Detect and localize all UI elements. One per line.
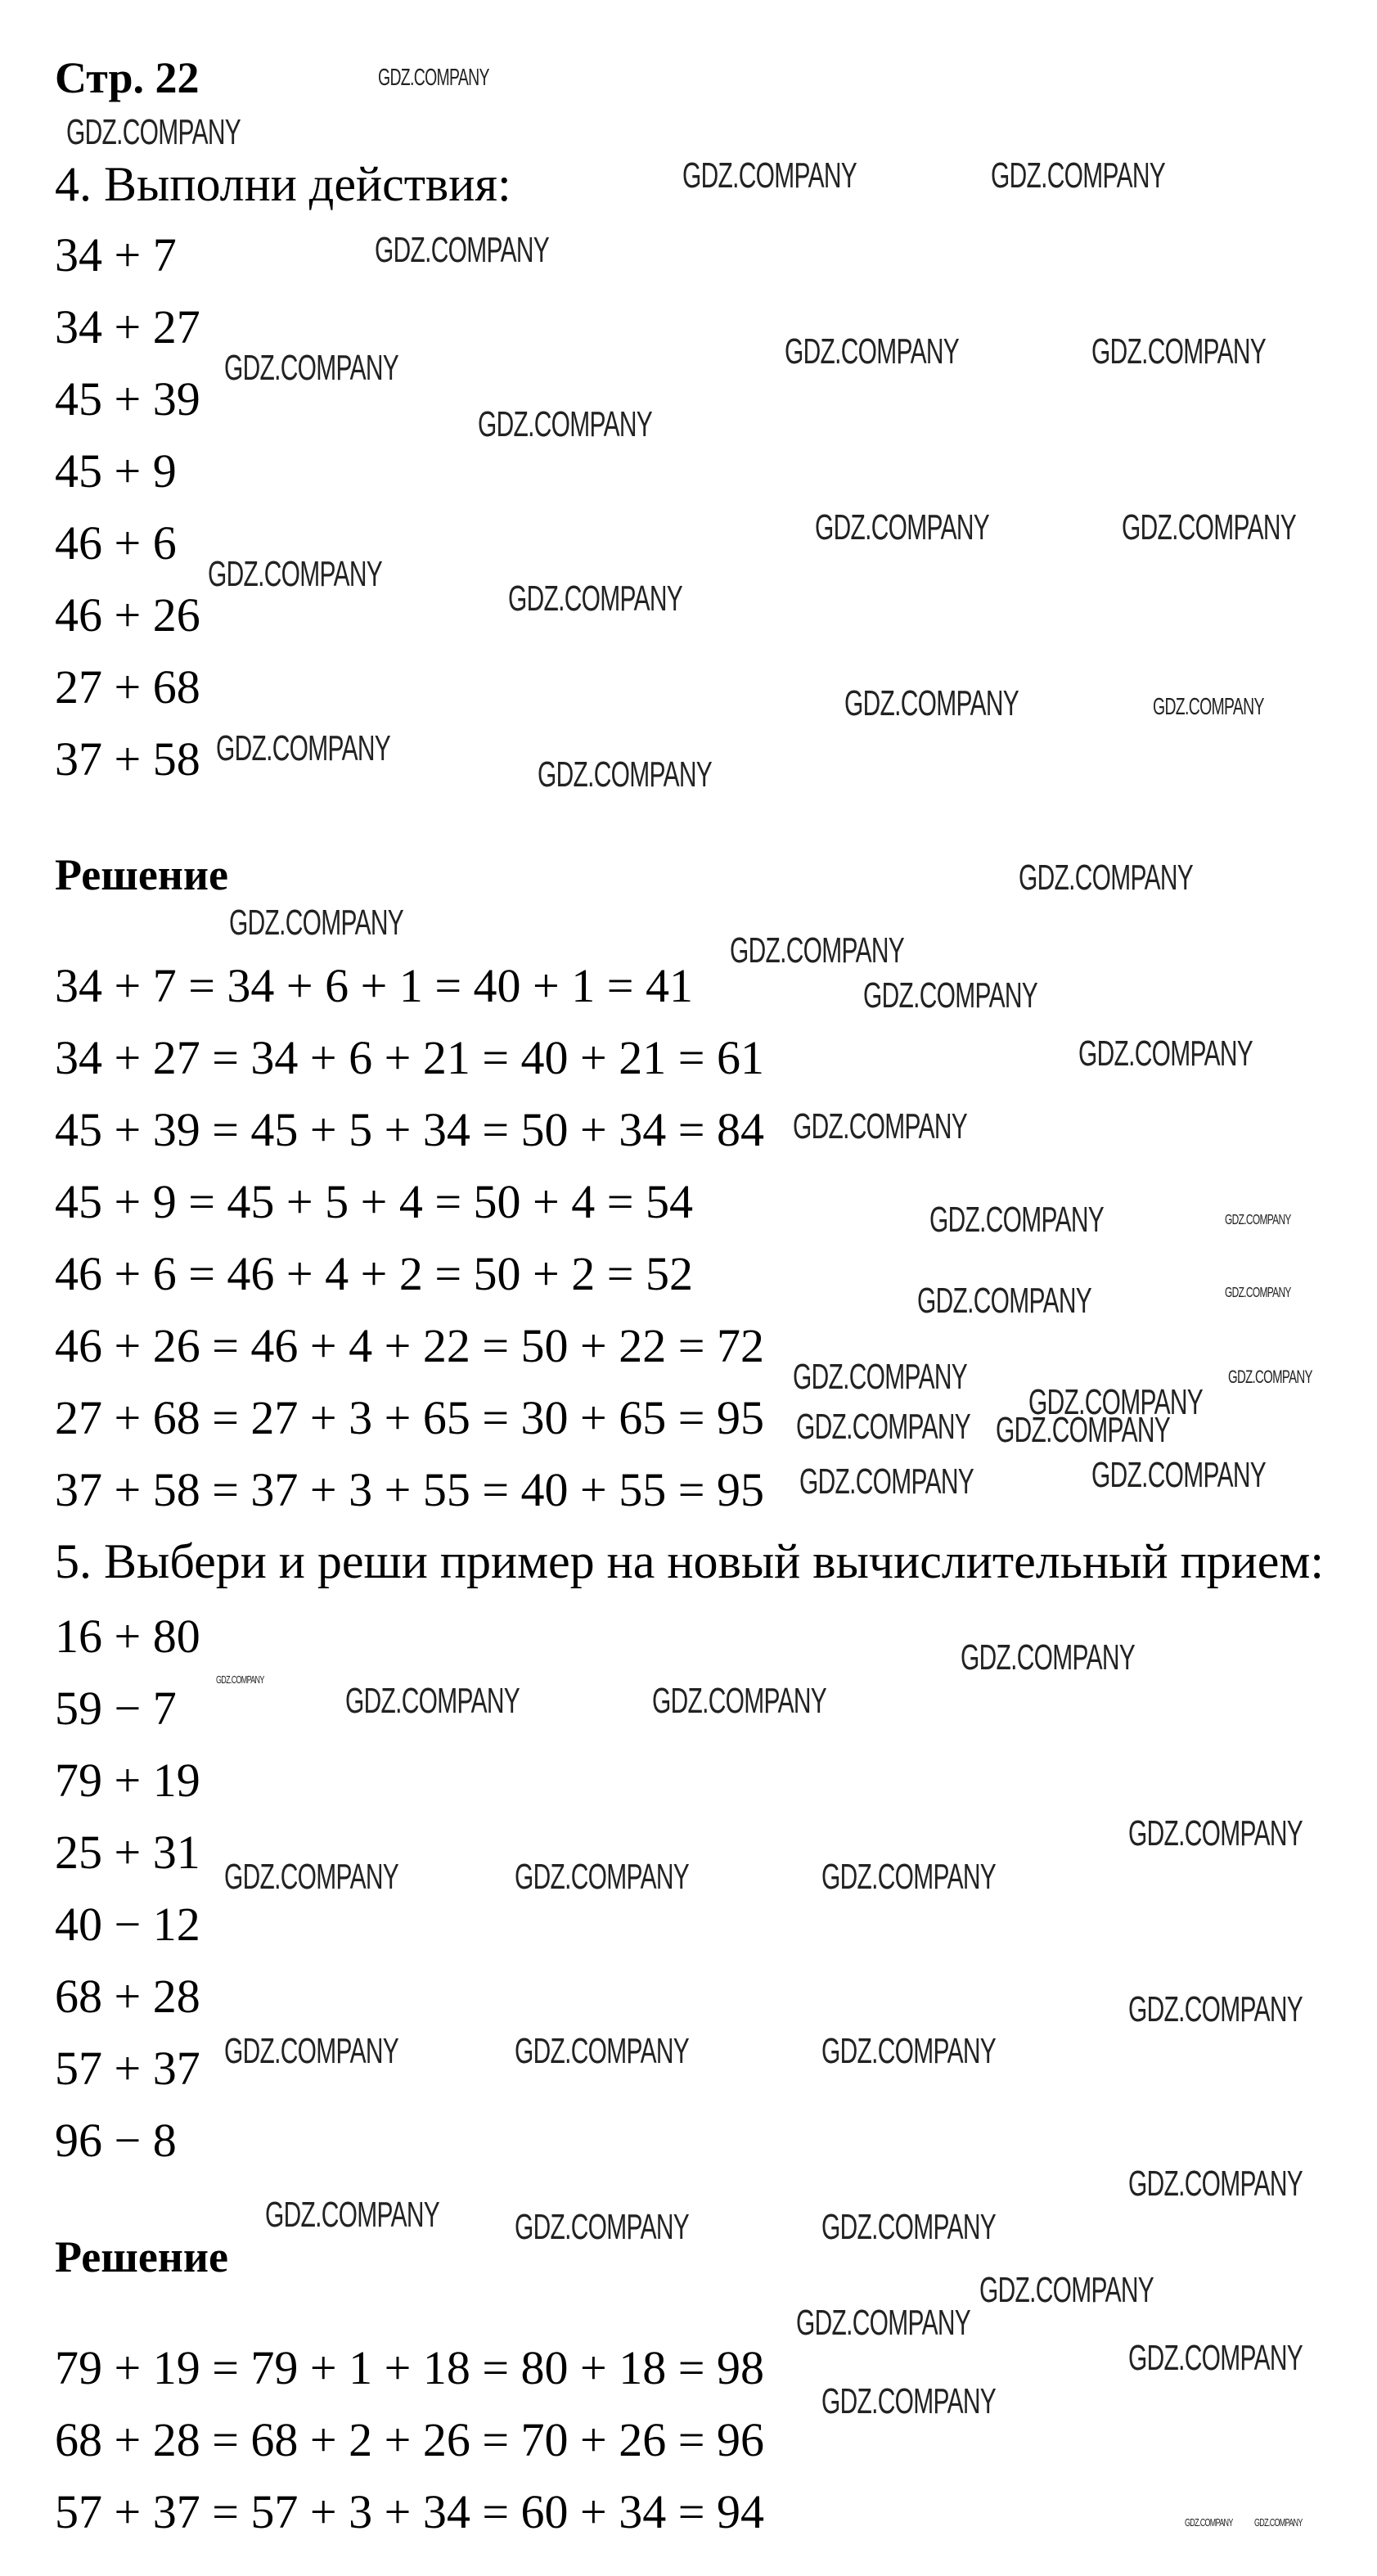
watermark-text: GDZ.COMPANY — [990, 155, 1165, 196]
watermark-text: GDZ.COMPANY — [1078, 1033, 1253, 1074]
watermark-text: GDZ.COMPANY — [1128, 1813, 1303, 1853]
watermark-text: GDZ.COMPANY — [995, 1410, 1170, 1451]
watermark-text: GDZ.COMPANY — [1224, 1284, 1291, 1300]
watermark-text: GDZ.COMPANY — [862, 975, 1037, 1016]
watermark-text: GDZ.COMPANY — [652, 1680, 827, 1721]
task4-examples — [55, 229, 200, 805]
example: 45 + 39 — [55, 372, 200, 426]
example: 46 + 6 — [55, 516, 177, 570]
example: 25 + 31 — [55, 1826, 200, 1879]
watermark-text: GDZ.COMPANY — [796, 1407, 971, 1448]
watermark-text: GDZ.COMPANY — [793, 1106, 968, 1146]
watermark-text: GDZ.COMPANY — [961, 1637, 1136, 1678]
page-title: Стр. 22 — [55, 53, 200, 102]
watermark-text: GDZ.COMPANY — [66, 112, 241, 153]
example: 59 − 7 — [55, 1682, 177, 1735]
solution-line: 46 + 26 = 46 + 4 + 22 = 50 + 22 = 72 — [55, 1319, 764, 1372]
example: 46 + 26 — [55, 588, 200, 642]
watermark-text: GDZ.COMPANY — [821, 2206, 996, 2247]
example: 79 + 19 — [55, 1754, 200, 1807]
watermark-text: GDZ.COMPANY — [821, 1856, 996, 1897]
watermark-text: GDZ.COMPANY — [799, 1461, 974, 1502]
watermark-text: GDZ.COMPANY — [1227, 1367, 1312, 1388]
watermark-text: GDZ.COMPANY — [514, 1856, 689, 1897]
example: 27 + 68 — [55, 660, 200, 714]
watermark-text: GDZ.COMPANY — [478, 404, 653, 445]
watermark-text: GDZ.COMPANY — [1091, 331, 1267, 372]
watermark-text: GDZ.COMPANY — [514, 2030, 689, 2071]
watermark-text: GDZ.COMPANY — [979, 2269, 1154, 2310]
watermark-text: GDZ.COMPANY — [375, 230, 550, 271]
watermark-text: GDZ.COMPANY — [223, 2030, 398, 2071]
watermark-text: GDZ.COMPANY — [1128, 2163, 1303, 2204]
watermark-text: GDZ.COMPANY — [785, 331, 960, 372]
solution-line: 68 + 28 = 68 + 2 + 26 = 70 + 26 = 96 — [55, 2413, 764, 2466]
example: 34 + 27 — [55, 300, 200, 354]
watermark-text: GDZ.COMPANY — [538, 754, 713, 795]
example: 16 + 80 — [55, 1610, 200, 1663]
solution-line: 34 + 7 = 34 + 6 + 1 = 40 + 1 = 41 — [55, 959, 693, 1012]
watermark-text: GDZ.COMPANY — [929, 1199, 1104, 1240]
solution-line: 57 + 37 = 57 + 3 + 34 = 60 + 34 = 94 — [55, 2485, 764, 2538]
example: 37 + 58 — [55, 732, 200, 786]
watermark-text: GDZ.COMPANY — [1128, 2337, 1303, 2378]
watermark-text: GDZ.COMPANY — [1184, 2515, 1233, 2529]
watermark-text: GDZ.COMPANY — [1028, 1381, 1204, 1422]
task4-solution-heading: Решение — [55, 850, 228, 899]
watermark-text: GDZ.COMPANY — [215, 1673, 264, 1686]
watermark-text: GDZ.COMPANY — [1153, 693, 1265, 720]
watermark-text: GDZ.COMPANY — [228, 902, 403, 943]
example: 40 − 12 — [55, 1898, 200, 1951]
solution-line: 45 + 39 = 45 + 5 + 34 = 50 + 34 = 84 — [55, 1103, 764, 1156]
solution-line: 79 + 19 = 79 + 1 + 18 = 80 + 18 = 98 — [55, 2341, 764, 2394]
watermark-text: GDZ.COMPANY — [223, 348, 398, 389]
watermark-text: GDZ.COMPANY — [814, 507, 989, 547]
example: 34 + 7 — [55, 228, 177, 281]
watermark-text: GDZ.COMPANY — [1224, 1210, 1291, 1227]
watermark-text: GDZ.COMPANY — [207, 553, 382, 594]
task5-solution-heading: Решение — [55, 2232, 228, 2281]
watermark-text: GDZ.COMPANY — [796, 2303, 971, 2344]
watermark-text: GDZ.COMPANY — [1254, 2515, 1303, 2529]
watermark-text: GDZ.COMPANY — [1091, 1454, 1267, 1495]
watermark-text: GDZ.COMPANY — [1121, 507, 1296, 547]
solution-line: 45 + 9 = 45 + 5 + 4 = 50 + 4 = 54 — [55, 1175, 693, 1228]
watermark-text: GDZ.COMPANY — [793, 1357, 968, 1398]
task5-examples — [55, 1610, 200, 2186]
watermark-text: GDZ.COMPANY — [514, 2206, 689, 2247]
watermark-text: GDZ.COMPANY — [682, 155, 857, 196]
example: 57 + 37 — [55, 2042, 200, 2095]
watermark-text: GDZ.COMPANY — [821, 2380, 996, 2421]
watermark-text: GDZ.COMPANY — [507, 579, 682, 619]
watermark-text: GDZ.COMPANY — [215, 727, 390, 768]
watermark-text: GDZ.COMPANY — [223, 1856, 398, 1897]
example: 45 + 9 — [55, 444, 177, 498]
watermark-text: GDZ.COMPANY — [1128, 1988, 1303, 2029]
task4-title: 4. Выполни действия: — [55, 157, 511, 211]
solution-line: 46 + 6 = 46 + 4 + 2 = 50 + 2 = 52 — [55, 1247, 693, 1300]
task4-solutions — [55, 960, 764, 1536]
solution-line: 34 + 27 = 34 + 6 + 21 = 40 + 21 = 61 — [55, 1031, 764, 1084]
example: 68 + 28 — [55, 1970, 200, 2023]
watermark-text: GDZ.COMPANY — [844, 682, 1019, 723]
watermark-text: GDZ.COMPANY — [1019, 857, 1194, 898]
watermark-text: GDZ.COMPANY — [378, 65, 490, 92]
watermark-text: GDZ.COMPANY — [730, 930, 905, 971]
solution-line: 37 + 58 = 37 + 3 + 55 = 40 + 55 = 95 — [55, 1463, 764, 1516]
task5-title: 5. Выбери и реши пример на новый вычислительный прием: — [55, 1534, 1325, 1588]
solution-line: 27 + 68 = 27 + 3 + 65 = 30 + 65 = 95 — [55, 1391, 764, 1444]
watermark-text: GDZ.COMPANY — [265, 2195, 440, 2236]
watermark-text: GDZ.COMPANY — [917, 1280, 1092, 1321]
example: 96 − 8 — [55, 2114, 177, 2167]
task5-solutions — [55, 2342, 764, 2558]
watermark-text: GDZ.COMPANY — [344, 1680, 520, 1721]
watermark-text: GDZ.COMPANY — [821, 2030, 996, 2071]
